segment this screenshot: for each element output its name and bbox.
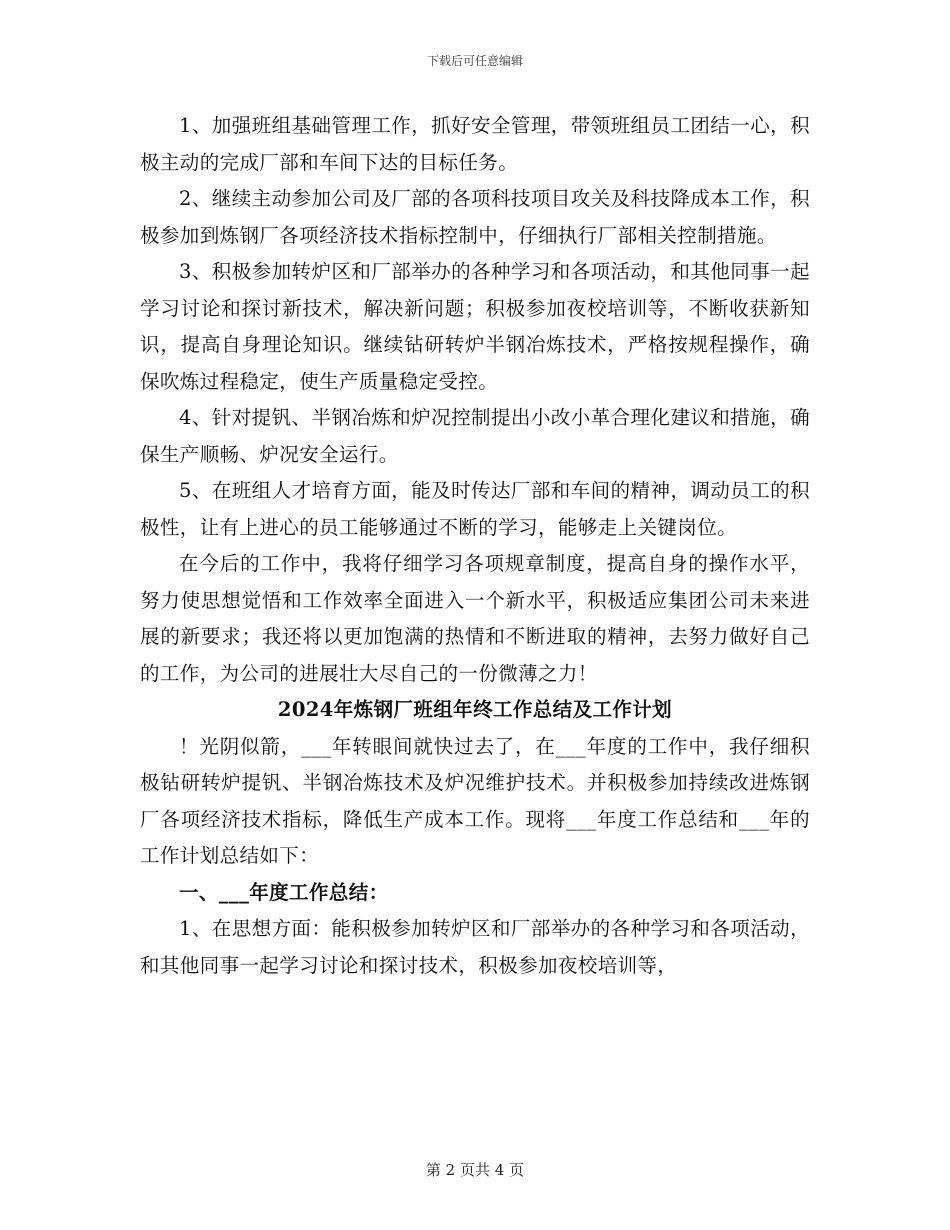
section-heading: 一、___年度工作总结： [179, 880, 389, 904]
section-paragraph-1: 1、在思想方面：能积极参加转炉区和厂部举办的各种学习和各项活动，和其他同事一起学习讨论和探讨技术，积极参加夜校培训等， [140, 917, 810, 977]
document-body [140, 108, 810, 984]
paragraph-item-2: 2、继续主动参加公司及厂部的各项科技项目攻关及科技降成本工作，积极参加到炼钢厂各项经济技术指标控制中，仔细执行厂部相关控制措施。 [140, 187, 810, 247]
document-title: 2024年炼钢厂班组年终工作总结及工作计划 [277, 698, 673, 721]
page-header: 下载后可任意编辑 [426, 54, 523, 68]
paragraph-item-4: 4、针对提钒、半钢冶炼和炉况控制提出小改小革合理化建议和措施，确保生产顺畅、炉况安全运行。 [140, 406, 810, 466]
page-footer: 第 2 页共 4 页 [425, 1161, 525, 1179]
paragraph-item-5: 5、在班组人才培育方面，能及时传达厂部和车间的精神，调动员工的积极性，让有上进心的员工能够通过不断的学习，能够走上关键岗位。 [140, 479, 810, 539]
paragraph-item-3: 3、积极参加转炉区和厂部举办的各种学习和各项活动，和其他同事一起学习讨论和探讨新技术，解决新问题；积极参加夜校培训等，不断收获新知识，提高自身理论知识。继续钻研转炉半钢冶炼技术，严格按规程操作，确保吹炼过程稳定，使生产质量稳定受控。 [140, 260, 810, 393]
closing-paragraph: 在今后的工作中，我将仔细学习各项规章制度，提高自身的操作水平，努力使思想觉悟和工作效率全面进入一个新水平，积极适应集团公司未来进展的新要求；我还将以更加饱满的热情和不断进取的精神，去努力做好自己的工作，为公司的进展壮大尽自己的一份微薄之力！ [140, 552, 810, 685]
intro-paragraph: ！光阴似箭，___年转眼间就快过去了，在___年度的工作中，我仔细积极钻研转炉提钒、半钢冶炼技术及炉况维护技术。并积极参加持续改进炼钢厂各项经济技术指标，降低生产成本工作。现将___年度工作总结和___年的工作计划总结如下： [140, 734, 810, 867]
paragraph-item-1: 1、加强班组基础管理工作，抓好安全管理，带领班组员工团结一心，积极主动的完成厂部和车间下达的目标任务。 [140, 114, 810, 174]
